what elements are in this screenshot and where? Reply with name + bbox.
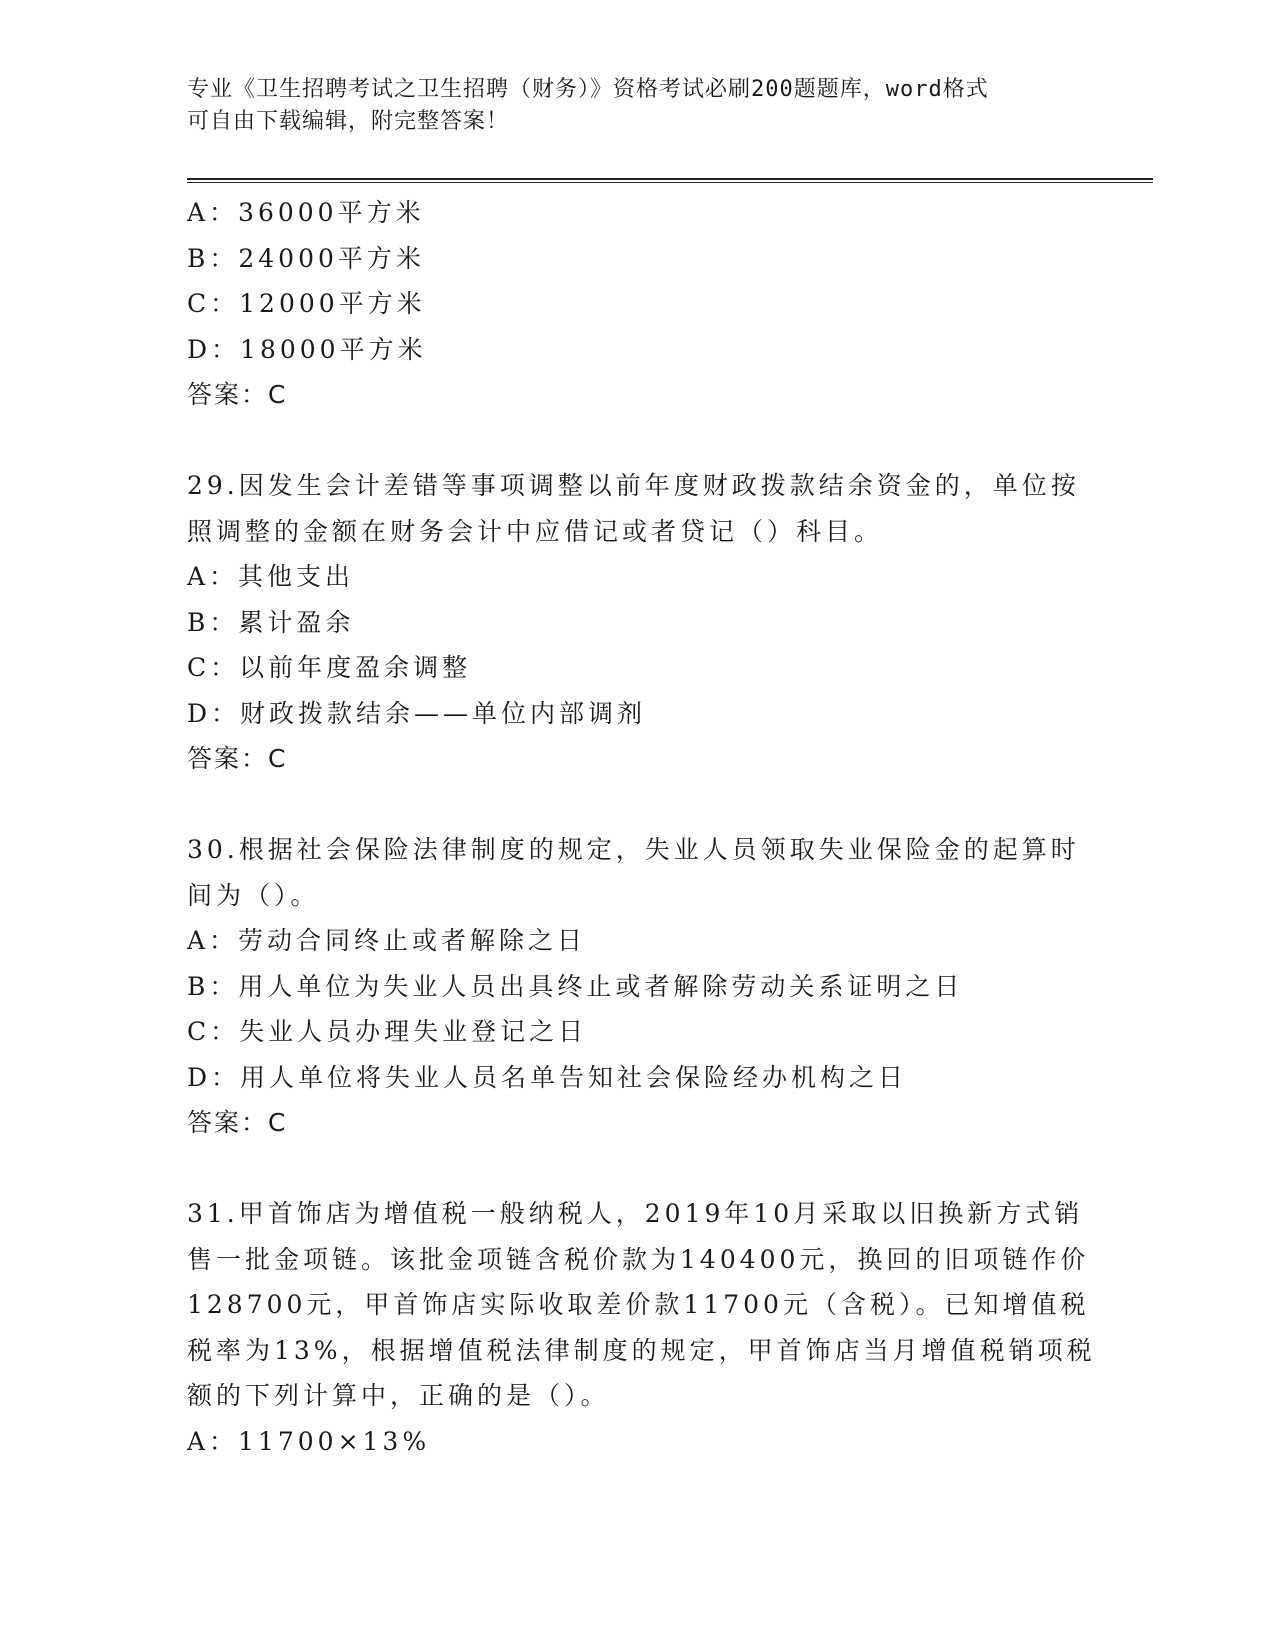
option-d: D：用人单位将失业人员名单告知社会保险经办机构之日 bbox=[187, 1062, 908, 1092]
option-b: B：24000平方米 bbox=[187, 243, 425, 273]
option-c: C：12000平方米 bbox=[187, 289, 426, 318]
document-header bbox=[187, 74, 1067, 138]
option-d: D：18000平方米 bbox=[187, 334, 427, 364]
header-divider-thick bbox=[187, 178, 1153, 180]
option-b: B：用人单位为失业人员出具终止或者解除劳动关系证明之日 bbox=[187, 971, 964, 1001]
option-c: C：以前年度盈余调整 bbox=[187, 653, 472, 682]
question-29 bbox=[187, 463, 1087, 782]
spacer bbox=[187, 782, 1087, 828]
question-stem-line: 售一批金项链。该批金项链含税价款为140400元，换回的旧项链作价 bbox=[187, 1244, 1090, 1274]
option-a: A：11700×13% bbox=[187, 1426, 431, 1456]
question-stem-line: 31.甲首饰店为增值税一般纳税人，2019年10月采取以旧换新方式销 bbox=[187, 1199, 1084, 1228]
answer-line: 答案：C bbox=[187, 1108, 288, 1137]
question-stem-line: 30.根据社会保险法律制度的规定，失业人员领取失业保险金的起算时 bbox=[187, 835, 1080, 864]
question-content bbox=[187, 190, 1096, 1464]
header-title-line-1: 专业《卫生招聘考试之卫生招聘（财务）》资格考试必刷200题题库，word格式 bbox=[187, 77, 989, 102]
option-a: A：劳动合同终止或者解除之日 bbox=[187, 926, 587, 955]
question-stem-line: 税率为13%，根据增值税法律制度的规定，甲首饰店当月增值税销项税 bbox=[187, 1335, 1096, 1365]
spacer bbox=[187, 418, 1087, 464]
option-a: A：36000平方米 bbox=[187, 198, 425, 227]
question-stem-line: 额的下列计算中，正确的是（）。 bbox=[187, 1381, 610, 1410]
option-d: D：财政拨款结余——单位内部调剂 bbox=[187, 698, 647, 728]
answer-line: 答案：C bbox=[187, 744, 288, 773]
answer-line: 答案：C bbox=[187, 380, 288, 409]
question-stem-line: 128700元，甲首饰店实际收取差价款11700元（含税）。已知增值税 bbox=[187, 1290, 1090, 1319]
question-30 bbox=[187, 827, 1087, 1146]
question-31 bbox=[187, 1191, 1096, 1464]
spacer bbox=[187, 1146, 1087, 1192]
header-title-line-2: 可自由下载编辑，附完整答案！ bbox=[187, 109, 510, 134]
question-stem-line: 照调整的金额在财务会计中应借记或者贷记（）科目。 bbox=[187, 516, 884, 546]
question-stem-line: 间为（）。 bbox=[187, 880, 320, 910]
option-b: B：累计盈余 bbox=[187, 607, 355, 637]
header-divider-thin bbox=[187, 182, 1153, 183]
option-a: A：其他支出 bbox=[187, 562, 355, 591]
question-28 bbox=[187, 190, 1087, 418]
option-c: C：失业人员办理失业登记之日 bbox=[187, 1017, 588, 1046]
question-stem-line: 29.因发生会计差错等事项调整以前年度财政拨款结余资金的，单位按 bbox=[187, 471, 1080, 500]
